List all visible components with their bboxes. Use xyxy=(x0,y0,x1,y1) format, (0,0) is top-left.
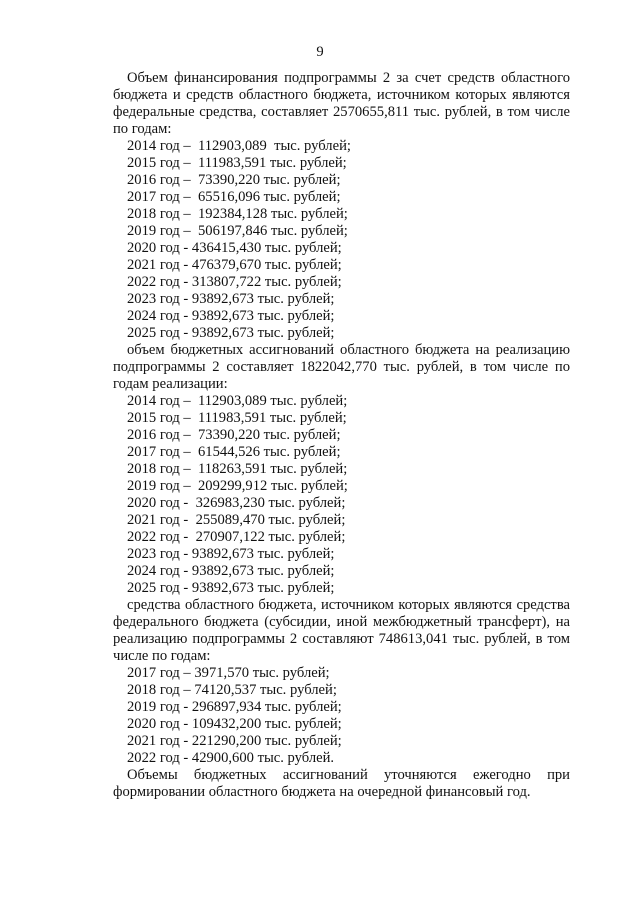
list-item: 2017 год – 3971,570 тыс. рублей; xyxy=(127,665,330,681)
list-item: 2019 год – 209299,912 тыс. рублей; xyxy=(127,478,348,494)
year-list-total xyxy=(127,138,567,342)
list-item: 2025 год - 93892,673 тыс. рублей; xyxy=(127,580,335,596)
list-item: 2015 год – 111983,591 тыс. рублей; xyxy=(127,410,347,426)
list-item: 2014 год – 112903,089 тыс. рублей; xyxy=(127,393,348,409)
list-item: 2024 год - 93892,673 тыс. рублей; xyxy=(127,308,335,324)
list-item: 2022 год - 270907,122 тыс. рублей; xyxy=(127,529,346,545)
paragraph-total-funding: Объем финансирования подпрограммы 2 за счет средств областного бюджета и средств областного бюджета, источником которых являются федеральные средства, составляет 2570655,811 тыс. рублей, в том числе по годам: xyxy=(113,70,570,137)
list-item: 2020 год - 436415,430 тыс. рублей; xyxy=(127,240,342,256)
year-list-federal xyxy=(127,665,567,767)
paragraph-regional-budget: объем бюджетных ассигнований областного бюджета на реализацию подпрограммы 2 составляет 1822042,770 тыс. рублей, в том числе по годам реализации: xyxy=(113,342,570,392)
year-list-regional xyxy=(127,393,567,597)
list-item: 2023 год - 93892,673 тыс. рублей; xyxy=(127,291,335,307)
list-item: 2014 год – 112903,089 тыс. рублей; xyxy=(127,138,351,154)
list-item: 2021 год - 476379,670 тыс. рублей; xyxy=(127,257,342,273)
list-item: 2025 год - 93892,673 тыс. рублей; xyxy=(127,325,335,341)
page-number: 9 xyxy=(316,44,324,60)
list-item: 2018 год – 118263,591 тыс. рублей; xyxy=(127,461,348,477)
paragraph-closing-note: Объемы бюджетных ассигнований уточняются ежегодно при формировании областного бюджета на очередной финансовый год. xyxy=(113,767,570,800)
list-item: 2017 год – 61544,526 тыс. рублей; xyxy=(127,444,341,460)
list-item: 2019 год - 296897,934 тыс. рублей; xyxy=(127,699,342,715)
list-item: 2015 год – 111983,591 тыс. рублей; xyxy=(127,155,347,171)
list-item: 2023 год - 93892,673 тыс. рублей; xyxy=(127,546,335,562)
paragraph-federal-funds: средства областного бюджета, источником которых являются средства федерального бюджета (субсидии, иной межбюджетный трансферт), на реализацию подпрограммы 2 составляют 748613,041 тыс. рублей, в том числе по годам: xyxy=(113,597,570,664)
list-item: 2018 год – 192384,128 тыс. рублей; xyxy=(127,206,348,222)
list-item: 2021 год - 255089,470 тыс. рублей; xyxy=(127,512,346,528)
list-item: 2020 год - 109432,200 тыс. рублей; xyxy=(127,716,342,732)
list-item: 2020 год - 326983,230 тыс. рублей; xyxy=(127,495,346,511)
list-item: 2016 год – 73390,220 тыс. рублей; xyxy=(127,172,341,188)
list-item: 2021 год - 221290,200 тыс. рублей; xyxy=(127,733,342,749)
list-item: 2016 год – 73390,220 тыс. рублей; xyxy=(127,427,341,443)
list-item: 2022 год - 313807,722 тыс. рублей; xyxy=(127,274,342,290)
list-item: 2024 год - 93892,673 тыс. рублей; xyxy=(127,563,335,579)
list-item: 2022 год - 42900,600 тыс. рублей. xyxy=(127,750,335,766)
list-item: 2018 год – 74120,537 тыс. рублей; xyxy=(127,682,337,698)
list-item: 2017 год – 65516,096 тыс. рублей; xyxy=(127,189,341,205)
list-item: 2019 год – 506197,846 тыс. рублей; xyxy=(127,223,348,239)
